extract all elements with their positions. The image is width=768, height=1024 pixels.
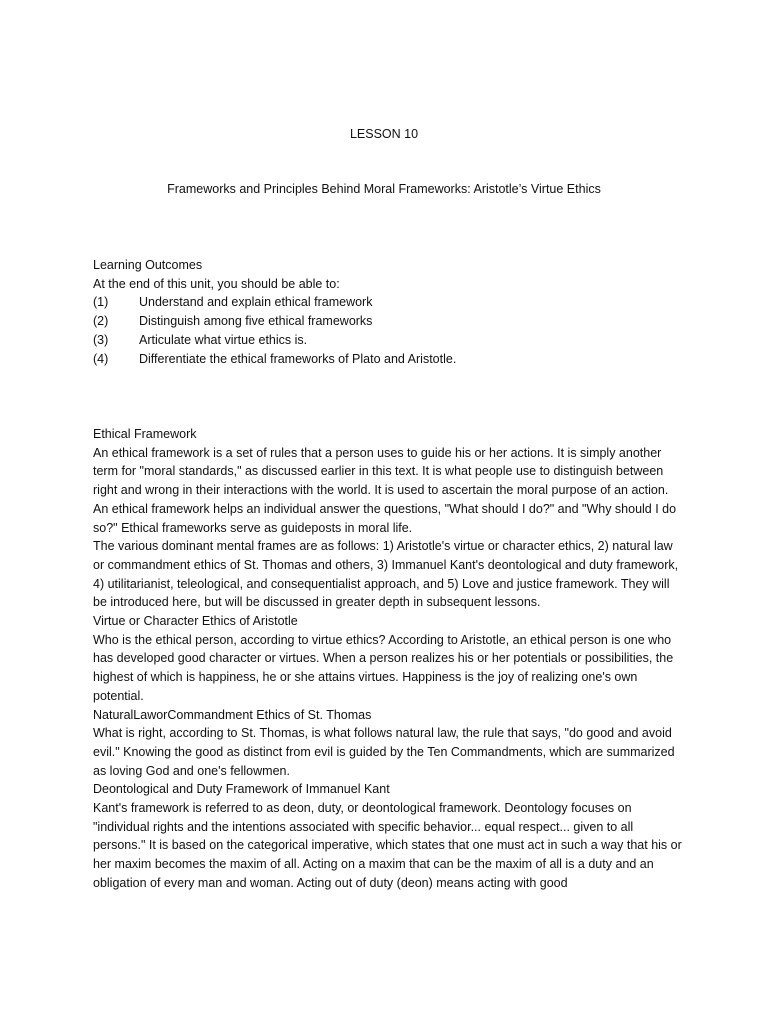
learning-outcomes-section: [93, 256, 683, 368]
kant-paragraph: Kant's framework is referred to as deon, duty, or deontological framework. Deontology focuses on "individual rights and the intentions associated with specific behavior... equal respect... given to all persons." It is based on the categorical imperative, which states that one must act in such a way that his or her maxim becomes the maxim of all. Acting on a maxim that can be the maxim of all is a duty and an obligation of every man and woman. Acting out of duty (deon) means acting with good: [93, 801, 682, 890]
outcome-item: [93, 312, 683, 331]
outcome-number: (3): [93, 332, 109, 347]
virtue-ethics-paragraph: Who is the ethical person, according to virtue ethics? According to Aristotle, an ethical person is one who has developed good character or virtues. When a person realizes his or her potentials or possibilities, the highest of which is happiness, he or she attains virtues. Happiness is the joy of realizing one's own potential.: [93, 632, 674, 703]
outcome-item: [93, 331, 683, 350]
outcome-text: Articulate what virtue ethics is.: [139, 332, 308, 347]
outcome-number: (1): [93, 295, 109, 310]
outcome-item: [93, 350, 683, 369]
main-text: [93, 425, 683, 893]
mental-frames-paragraph: The various dominant mental frames are as follows: 1) Aristotle's virtue or character ethics, 2) natural law or commandment ethics of St. Thomas and others, 3) Immanuel Kant's deontological and duty framework, 4) utilitarianist, teleological, and consequentialist approach, and 5) Love and justice framework. They will be introduced here, but will be discussed in greater depth in subsequent lessons.: [93, 539, 679, 610]
kant-heading: Deontological and Duty Framework of Immanuel Kant: [93, 782, 390, 797]
outcome-text: Understand and explain ethical framework: [139, 295, 373, 310]
virtue-ethics-heading: Virtue or Character Ethics of Aristotle: [93, 614, 298, 629]
outcome-text: Distinguish among five ethical frameworks: [139, 314, 373, 329]
outcome-text: Differentiate the ethical frameworks of Plato and Aristotle.: [139, 351, 457, 366]
outcome-number: (4): [93, 351, 109, 366]
ethical-framework-heading: Ethical Framework: [93, 427, 197, 441]
lesson-subtitle: Frameworks and Principles Behind Moral Frameworks: Aristotle’s Virtue Ethics: [167, 182, 601, 196]
lesson-title: LESSON 10: [349, 127, 419, 141]
outcome-item: [93, 293, 683, 312]
ethical-framework-paragraph: An ethical framework is a set of rules that a person uses to guide his or her actions. It is simply another term for "moral standards," as discussed earlier in this text. It is what people use to distinguish between right and wrong in their interactions with the world. It is used to ascertain the moral purpose of an action. An ethical framework helps an individual answer the questions, "What should I do?" and "Why should I do so?" Ethical frameworks serve as guideposts in moral life.: [93, 445, 677, 535]
natural-law-heading: NaturalLaworCommandment Ethics of St. Thomas: [93, 707, 372, 722]
outcome-number: (2): [93, 314, 109, 329]
learning-outcomes-intro: At the end of this unit, you should be able to:: [93, 276, 340, 291]
natural-law-paragraph: What is right, according to St. Thomas, is what follows natural law, the rule that says, "do good and avoid evil." Knowing the good as distinct from evil is guided by the Ten Commandments, which are summarized as loving God and one's fellowmen.: [93, 726, 675, 778]
learning-outcomes-heading: Learning Outcomes: [93, 258, 203, 272]
